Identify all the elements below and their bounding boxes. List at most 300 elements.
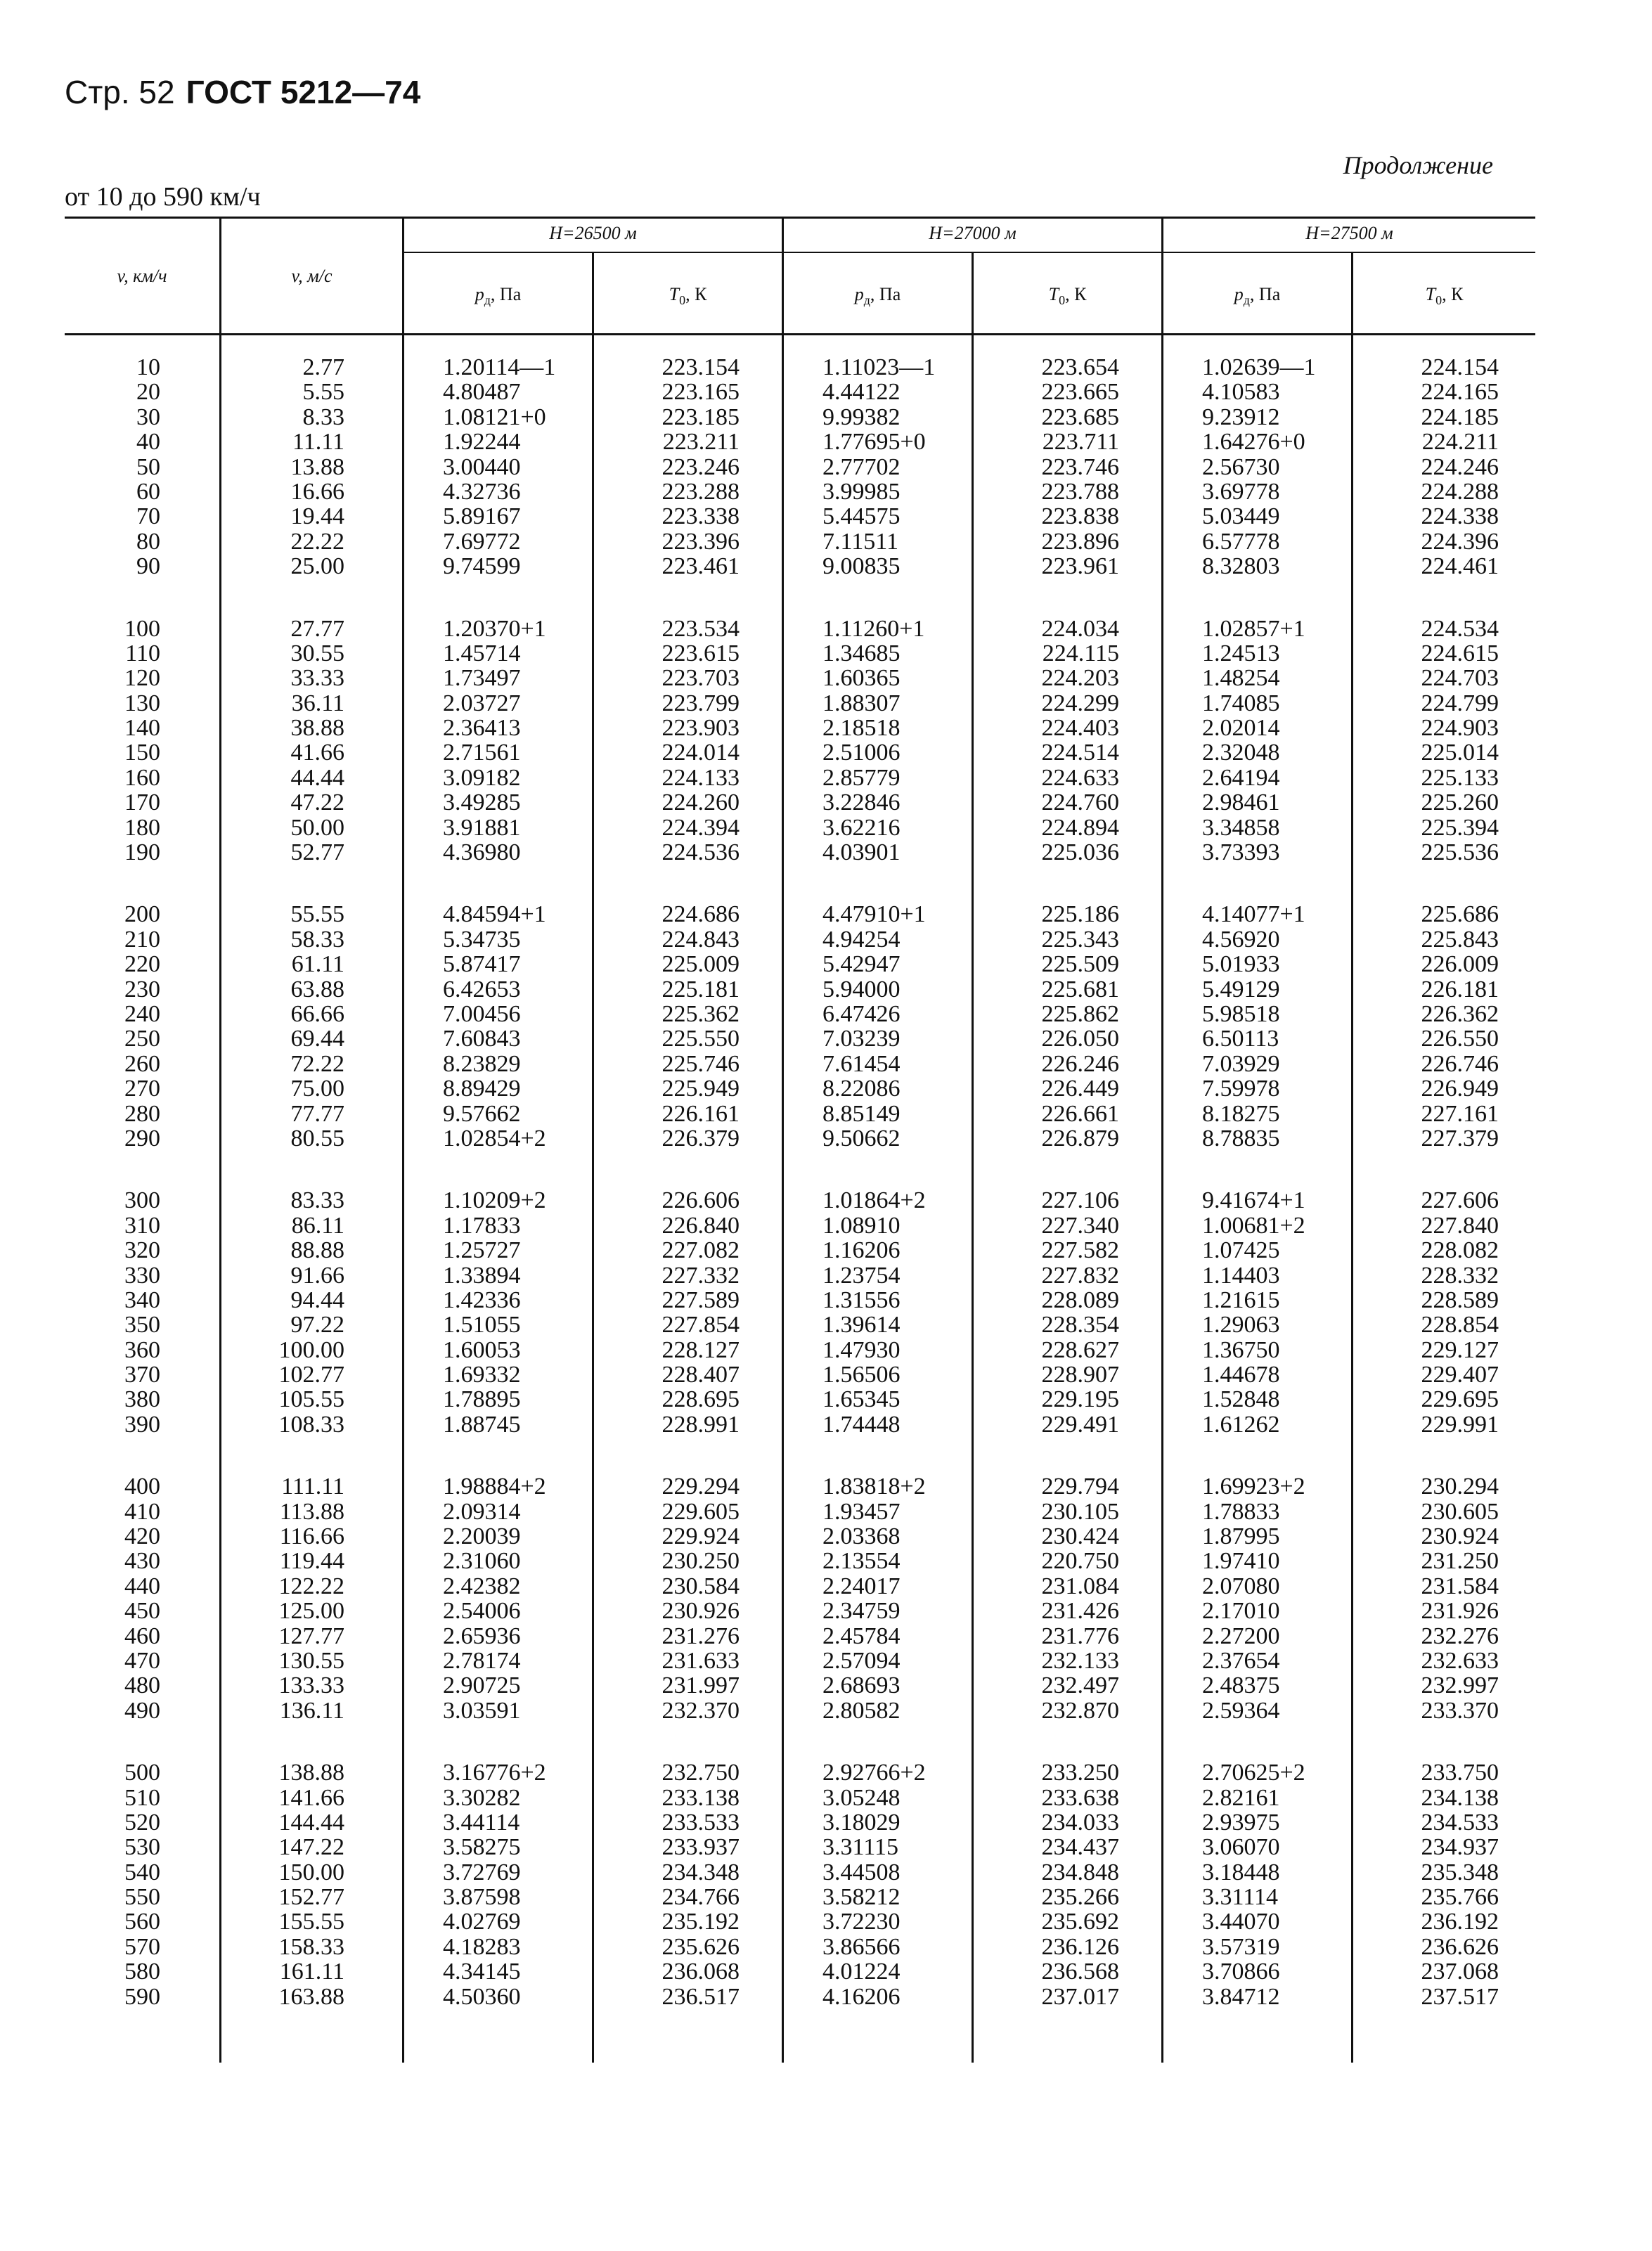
table-cell: 1.83818+2 [822, 1473, 926, 1500]
table-cell: 144.44 [278, 1809, 344, 1836]
table-cell: 1.88745 [443, 1411, 521, 1438]
table-cell: 235.266 [1041, 1884, 1119, 1911]
table-cell: 223.903 [662, 715, 740, 742]
table-cell: 226.550 [1421, 1026, 1499, 1052]
table-cell: 2.98461 [1202, 789, 1280, 816]
table-cell: 460 [124, 1623, 160, 1649]
table-cell: 16.66 [290, 478, 344, 505]
table-cell: 250 [124, 1026, 160, 1052]
table-cell: 227.606 [1421, 1187, 1499, 1214]
table-cell: 2.77 [302, 354, 344, 380]
table-cell: 1.47930 [822, 1336, 901, 1363]
table-cell: 224.203 [1041, 665, 1119, 692]
table-cell: 8.78835 [1202, 1125, 1280, 1152]
table-cell: 225.186 [1041, 901, 1119, 928]
t0-symbol: T [669, 284, 680, 304]
table-cell: 231.426 [1041, 1598, 1119, 1625]
table-cell: 231.250 [1421, 1548, 1499, 1575]
table-cell: 224.165 [1421, 379, 1499, 406]
table-cell: 27.77 [290, 615, 344, 642]
table-cell: 2.90725 [443, 1672, 521, 1699]
table-cell: 2.56730 [1202, 453, 1280, 480]
table-cell: 2.45784 [822, 1623, 901, 1649]
table-cell: 163.88 [278, 1983, 344, 2010]
table-cell: 310 [124, 1212, 160, 1239]
table-cell: 105.55 [278, 1386, 344, 1413]
table-cell: 30.55 [290, 640, 344, 666]
group-gap [176, 865, 344, 902]
altitude-label: H=26500 м [549, 223, 637, 243]
table-cell: 72.22 [290, 1050, 344, 1077]
table-cell: 230.584 [662, 1573, 740, 1599]
table-cell: 3.22846 [822, 789, 901, 816]
altitude-label: H=27000 м [929, 223, 1017, 243]
pd-symbol: p [854, 284, 864, 304]
table-cell: 1.01864+2 [822, 1187, 926, 1214]
column-v-kmh [0, 355, 160, 2009]
table-cell: 83.33 [290, 1187, 344, 1214]
table-cell: 3.44070 [1202, 1909, 1280, 1935]
group-gap [176, 579, 344, 617]
table-cell: 3.31115 [822, 1834, 898, 1861]
table-cell: 1.16206 [822, 1237, 901, 1264]
table-cell: 320 [124, 1237, 160, 1264]
table-cell: 9.74599 [443, 553, 521, 580]
table-cell: 4.36980 [443, 839, 521, 866]
table-cell: 230.605 [1421, 1498, 1499, 1525]
table-cell: 270 [124, 1076, 160, 1102]
column-header-v-kmh [65, 266, 219, 287]
table-cell: 22.22 [290, 528, 344, 555]
table-cell: 1.21615 [1202, 1286, 1280, 1313]
table-cell: 223.154 [662, 354, 740, 380]
table-cell: 2.68693 [822, 1672, 901, 1699]
table-cell: 225.181 [662, 976, 740, 1002]
table-cell: 1.65345 [822, 1386, 901, 1413]
table-cell: 8.23829 [443, 1050, 521, 1077]
table-cell: 300 [124, 1187, 160, 1214]
table-cell: 2.20039 [443, 1523, 521, 1550]
table-cell: 234.937 [1421, 1834, 1499, 1861]
table-cell: 227.854 [662, 1312, 740, 1339]
table-cell: 4.10583 [1202, 379, 1280, 406]
table-cell: 9.57662 [443, 1100, 521, 1127]
table-cell: 2.64194 [1202, 764, 1280, 791]
table-cell: 70 [136, 503, 160, 530]
subheader-pd [404, 284, 592, 308]
table-cell: 2.34759 [822, 1598, 901, 1625]
table-cell: 5.34735 [443, 926, 521, 953]
table-cell: 3.73393 [1202, 839, 1280, 866]
group-gap [0, 1151, 160, 1188]
table-cell: 25.00 [290, 553, 344, 580]
table-cell: 1.73497 [443, 665, 521, 692]
table-cell: 232.133 [1041, 1647, 1119, 1674]
group-gap [571, 579, 740, 617]
table-cell: 1.34685 [822, 640, 901, 666]
table-cell: 231.776 [1041, 1623, 1119, 1649]
group-gap [950, 1437, 1119, 1474]
table-cell: 3.09182 [443, 764, 521, 791]
table-cell: 2.02014 [1202, 715, 1280, 742]
group-gap [0, 1437, 160, 1474]
table-cell: 1.42336 [443, 1286, 521, 1313]
table-cell: 234.848 [1041, 1859, 1119, 1885]
table-cell: 5.44575 [822, 503, 901, 530]
group-gap [950, 1151, 1119, 1188]
page-header [65, 73, 420, 111]
table-cell: 420 [124, 1523, 160, 1550]
table-cell: 232.276 [1421, 1623, 1499, 1649]
table-cell: 480 [124, 1672, 160, 1699]
table-cell: 7.03929 [1202, 1050, 1280, 1077]
table-cell: 60 [136, 478, 160, 505]
table-cell: 116.66 [279, 1523, 344, 1550]
table-cell: 234.437 [1041, 1834, 1119, 1861]
table-cell: 231.926 [1421, 1598, 1499, 1625]
table-cell: 8.32803 [1202, 553, 1280, 580]
table-cell: 80.55 [290, 1125, 344, 1152]
table-cell: 2.78174 [443, 1647, 521, 1674]
subheader-t0 [594, 284, 782, 308]
pd-unit: , Па [1249, 284, 1281, 304]
table-cell: 52.77 [290, 839, 344, 866]
table-cell: 2.57094 [822, 1647, 901, 1674]
table-cell: 225.343 [1041, 926, 1119, 953]
table-cell: 236.192 [1421, 1909, 1499, 1935]
table-cell: 38.88 [290, 715, 344, 742]
table-cell: 2.03368 [822, 1523, 901, 1550]
table-cell: 227.379 [1421, 1125, 1499, 1152]
table-cell: 3.72769 [443, 1859, 521, 1885]
group-gap [0, 865, 160, 902]
table-cell: 232.870 [1041, 1697, 1119, 1724]
table-cell: 224.534 [1421, 615, 1499, 642]
table-cell: 226.246 [1041, 1050, 1119, 1077]
table-cell: 233.750 [1421, 1760, 1499, 1786]
table-cell: 2.42382 [443, 1573, 521, 1599]
table-cell: 233.937 [662, 1834, 740, 1861]
table-cell: 1.29063 [1202, 1312, 1280, 1339]
table-cell: 234.138 [1421, 1784, 1499, 1811]
table-cell: 230.926 [662, 1598, 740, 1625]
table-cell: 75.00 [290, 1076, 344, 1102]
pd-unit: , Па [870, 284, 901, 304]
t0-subscript: 0 [1435, 293, 1443, 307]
table-cell: 3.70866 [1202, 1959, 1280, 1985]
table-cell: 4.16206 [822, 1983, 901, 2010]
table-cell: 1.25727 [443, 1237, 521, 1264]
table-cell: 224.703 [1421, 665, 1499, 692]
table-cell: 4.02769 [443, 1909, 521, 1935]
table-cell: 450 [124, 1598, 160, 1625]
table-cell: 227.332 [662, 1262, 740, 1289]
table-cell: 224.014 [662, 740, 740, 766]
table-cell: 1.45714 [443, 640, 521, 666]
table-cell: 227.832 [1041, 1262, 1119, 1289]
table-cell: 440 [124, 1573, 160, 1599]
table-cell: 200 [124, 901, 160, 928]
pd-symbol: p [475, 284, 484, 304]
table-cell: 9.23912 [1202, 404, 1280, 430]
table-cell: 1.00681+2 [1202, 1212, 1305, 1239]
table-cell: 225.036 [1041, 839, 1119, 866]
table-cell: 122.22 [278, 1573, 344, 1599]
t0-unit: , К [685, 284, 707, 304]
table-cell: 13.88 [290, 453, 344, 480]
table-cell: 223.838 [1041, 503, 1119, 530]
table-cell: 7.03239 [822, 1026, 901, 1052]
table-cell: 236.568 [1041, 1959, 1119, 1985]
group-gap [950, 865, 1119, 902]
table-cell: 47.22 [290, 789, 344, 816]
table-cell: 120 [124, 665, 160, 692]
table-cell: 234.533 [1421, 1809, 1499, 1836]
table-cell: 36.11 [291, 690, 344, 716]
table-cell: 225.394 [1421, 814, 1499, 841]
table-cell: 410 [124, 1498, 160, 1525]
table-cell: 229.991 [1421, 1411, 1499, 1438]
table-cell: 224.260 [662, 789, 740, 816]
table-cell: 224.394 [662, 814, 740, 841]
table-cell: 11.11 [292, 429, 344, 456]
table-cell: 220 [124, 951, 160, 978]
table-cell: 4.03901 [822, 839, 901, 866]
table-cell: 1.14403 [1202, 1262, 1280, 1289]
page-label: Стр. 52 [65, 74, 175, 110]
table-cell: 20 [136, 379, 160, 406]
table-cell: 500 [124, 1760, 160, 1786]
table-cell: 5.01933 [1202, 951, 1280, 978]
table-cell: 6.50113 [1202, 1026, 1279, 1052]
table-cell: 161.11 [279, 1959, 344, 1985]
table-cell: 235.766 [1421, 1884, 1499, 1911]
table-cell: 570 [124, 1933, 160, 1960]
table-cell: 1.74085 [1202, 690, 1280, 716]
table-cell: 223.711 [1042, 429, 1119, 456]
table-cell: 3.57319 [1202, 1933, 1280, 1960]
table-cell: 232.497 [1041, 1672, 1119, 1699]
table-cell: 1.02854+2 [443, 1125, 546, 1152]
t0-unit: , К [1442, 284, 1464, 304]
table-cell: 560 [124, 1909, 160, 1935]
table-cell: 228.589 [1421, 1286, 1499, 1313]
table-cell: 1.52848 [1202, 1386, 1280, 1413]
table-cell: 2.36413 [443, 715, 521, 742]
table-cell: 4.01224 [822, 1959, 901, 1985]
table-cell: 80 [136, 528, 160, 555]
table-cell: 224.288 [1421, 478, 1499, 505]
table-cell: 223.185 [662, 404, 740, 430]
pd-subscript: д [863, 293, 870, 307]
range-label: от 10 до 590 км/ч [65, 182, 261, 212]
table-cell: 232.633 [1421, 1647, 1499, 1674]
table-cell: 113.88 [279, 1498, 344, 1525]
table-cell: 550 [124, 1884, 160, 1911]
table-cell: 232.750 [662, 1760, 740, 1786]
t0-subscript: 0 [679, 293, 686, 307]
table-cell: 237.517 [1421, 1983, 1499, 2010]
table-cell: 66.66 [290, 1000, 344, 1027]
group-gap [571, 1151, 740, 1188]
table-cell: 3.18448 [1202, 1859, 1280, 1885]
table-cell: 225.550 [662, 1026, 740, 1052]
table-cell: 1.61262 [1202, 1411, 1280, 1438]
table-cell: 240 [124, 1000, 160, 1027]
group-gap [1330, 1151, 1499, 1188]
table-cell: 5.98518 [1202, 1000, 1280, 1027]
table-cell: 229.127 [1421, 1336, 1499, 1363]
table-cell: 63.88 [290, 976, 344, 1002]
table-cell: 225.536 [1421, 839, 1499, 866]
table-cell: 5.89167 [443, 503, 521, 530]
table-cell: 340 [124, 1286, 160, 1313]
altitude-header [404, 223, 782, 244]
table-cell: 224.211 [1421, 429, 1499, 456]
table-cell: 225.009 [662, 951, 740, 978]
table-cell: 390 [124, 1411, 160, 1438]
table-cell: 3.87598 [443, 1884, 521, 1911]
table-cell: 77.77 [290, 1100, 344, 1127]
table-cell: 225.362 [662, 1000, 740, 1027]
table-cell: 231.584 [1421, 1573, 1499, 1599]
table-cell: 224.338 [1421, 503, 1499, 530]
subheader-pd [784, 284, 972, 308]
table-cell: 234.033 [1041, 1809, 1119, 1836]
table-cell: 237.068 [1421, 1959, 1499, 1985]
table-cell: 3.91881 [443, 814, 521, 841]
table-cell: 3.99985 [822, 478, 901, 505]
column-v-ms [176, 355, 344, 2009]
table-cell: 1.07425 [1202, 1237, 1280, 1264]
altitude-header [784, 223, 1161, 244]
table-cell: 225.862 [1041, 1000, 1119, 1027]
table-cell: 234.348 [662, 1859, 740, 1885]
table-cell: 61.11 [291, 951, 344, 978]
table-cell: 224.799 [1421, 690, 1499, 716]
table-cell: 133.33 [278, 1672, 344, 1699]
table-cell: 1.74448 [822, 1411, 901, 1438]
table-cell: 5.03449 [1202, 503, 1280, 530]
table-cell: 226.449 [1041, 1076, 1119, 1102]
pd-subscript: д [1243, 293, 1250, 307]
table-cell: 2.31060 [443, 1548, 521, 1575]
table-cell: 224.615 [1421, 640, 1499, 666]
table-cell: 223.665 [1041, 379, 1119, 406]
table-cell: 226.379 [662, 1125, 740, 1152]
table-cell: 229.407 [1421, 1362, 1499, 1388]
table-cell: 7.59978 [1202, 1076, 1280, 1102]
table-cell: 3.69778 [1202, 478, 1280, 505]
table-cell: 229.605 [662, 1498, 740, 1525]
table-cell: 2.07080 [1202, 1573, 1280, 1599]
table-cell: 230.294 [1421, 1473, 1499, 1500]
table-cell: 180 [124, 814, 160, 841]
table-cell: 69.44 [290, 1026, 344, 1052]
table-cell: 90 [136, 553, 160, 580]
table-cell: 3.44114 [443, 1809, 520, 1836]
table-cell: 1.20370+1 [443, 615, 546, 642]
table-cell: 227.582 [1041, 1237, 1119, 1264]
table-cell: 227.840 [1421, 1212, 1499, 1239]
table-cell: 4.34145 [443, 1959, 521, 1985]
table-cell: 223.461 [662, 553, 740, 580]
table-cell: 223.746 [1041, 453, 1119, 480]
table-cell: 236.068 [662, 1959, 740, 1985]
table-cell: 225.949 [662, 1076, 740, 1102]
table-cell: 170 [124, 789, 160, 816]
table-top-rule [65, 217, 1535, 219]
table-cell: 9.50662 [822, 1125, 901, 1152]
table-cell: 5.49129 [1202, 976, 1280, 1002]
table-cell: 1.77695+0 [822, 429, 926, 456]
subheader-t0 [1353, 284, 1535, 308]
table-cell: 1.23754 [822, 1262, 901, 1289]
column-t0-27000 [950, 355, 1119, 2009]
group-gap [0, 579, 160, 617]
table-cell: 1.69332 [443, 1362, 521, 1388]
table-cell: 155.55 [278, 1909, 344, 1935]
table-cell: 4.94254 [822, 926, 901, 953]
table-cell: 228.991 [662, 1411, 740, 1438]
table-cell: 2.80582 [822, 1697, 901, 1724]
t0-unit: , К [1065, 284, 1087, 304]
table-cell: 1.08121+0 [443, 404, 546, 430]
table-cell: 136.11 [279, 1697, 344, 1724]
table-cell: 6.47426 [822, 1000, 901, 1027]
table-cell: 55.55 [290, 901, 344, 928]
table-cell: 1.11260+1 [822, 615, 925, 642]
header-text: v, м/с [291, 266, 333, 286]
table-cell: 233.638 [1041, 1784, 1119, 1811]
group-gap [571, 865, 740, 902]
table-cell: 1.98884+2 [443, 1473, 546, 1500]
table-cell: 2.48375 [1202, 1672, 1280, 1699]
table-cell: 232.997 [1421, 1672, 1499, 1699]
table-cell: 41.66 [290, 740, 344, 766]
table-cell: 233.370 [1421, 1697, 1499, 1724]
table-cell: 8.89429 [443, 1076, 521, 1102]
pd-subscript: д [484, 293, 491, 307]
table-cell: 360 [124, 1336, 160, 1363]
table-cell: 225.843 [1421, 926, 1499, 953]
table-cell: 590 [124, 1983, 160, 2010]
table-cell: 2.17010 [1202, 1598, 1280, 1625]
table-cell: 1.02639—1 [1202, 354, 1316, 380]
table-cell: 224.686 [662, 901, 740, 928]
table-cell: 100 [124, 615, 160, 642]
table-cell: 280 [124, 1100, 160, 1127]
table-cell: 237.017 [1041, 1983, 1119, 2010]
table-cell: 228.354 [1041, 1312, 1119, 1339]
table-cell: 230.105 [1041, 1498, 1119, 1525]
table-cell: 232.370 [662, 1697, 740, 1724]
table-cell: 50 [136, 453, 160, 480]
table-cell: 223.211 [662, 429, 740, 456]
table-cell: 223.338 [662, 503, 740, 530]
table-cell: 225.509 [1041, 951, 1119, 978]
table-cell: 2.65936 [443, 1623, 521, 1649]
table-cell: 4.80487 [443, 379, 521, 406]
table-cell: 2.70625+2 [1202, 1760, 1305, 1786]
table-cell: 223.246 [662, 453, 740, 480]
table-cell: 3.31114 [1202, 1884, 1278, 1911]
table-cell: 152.77 [278, 1884, 344, 1911]
table-cell: 1.60053 [443, 1336, 521, 1363]
table-cell: 224.133 [662, 764, 740, 791]
table-cell: 3.03591 [443, 1697, 521, 1724]
table-cell: 224.185 [1421, 404, 1499, 430]
